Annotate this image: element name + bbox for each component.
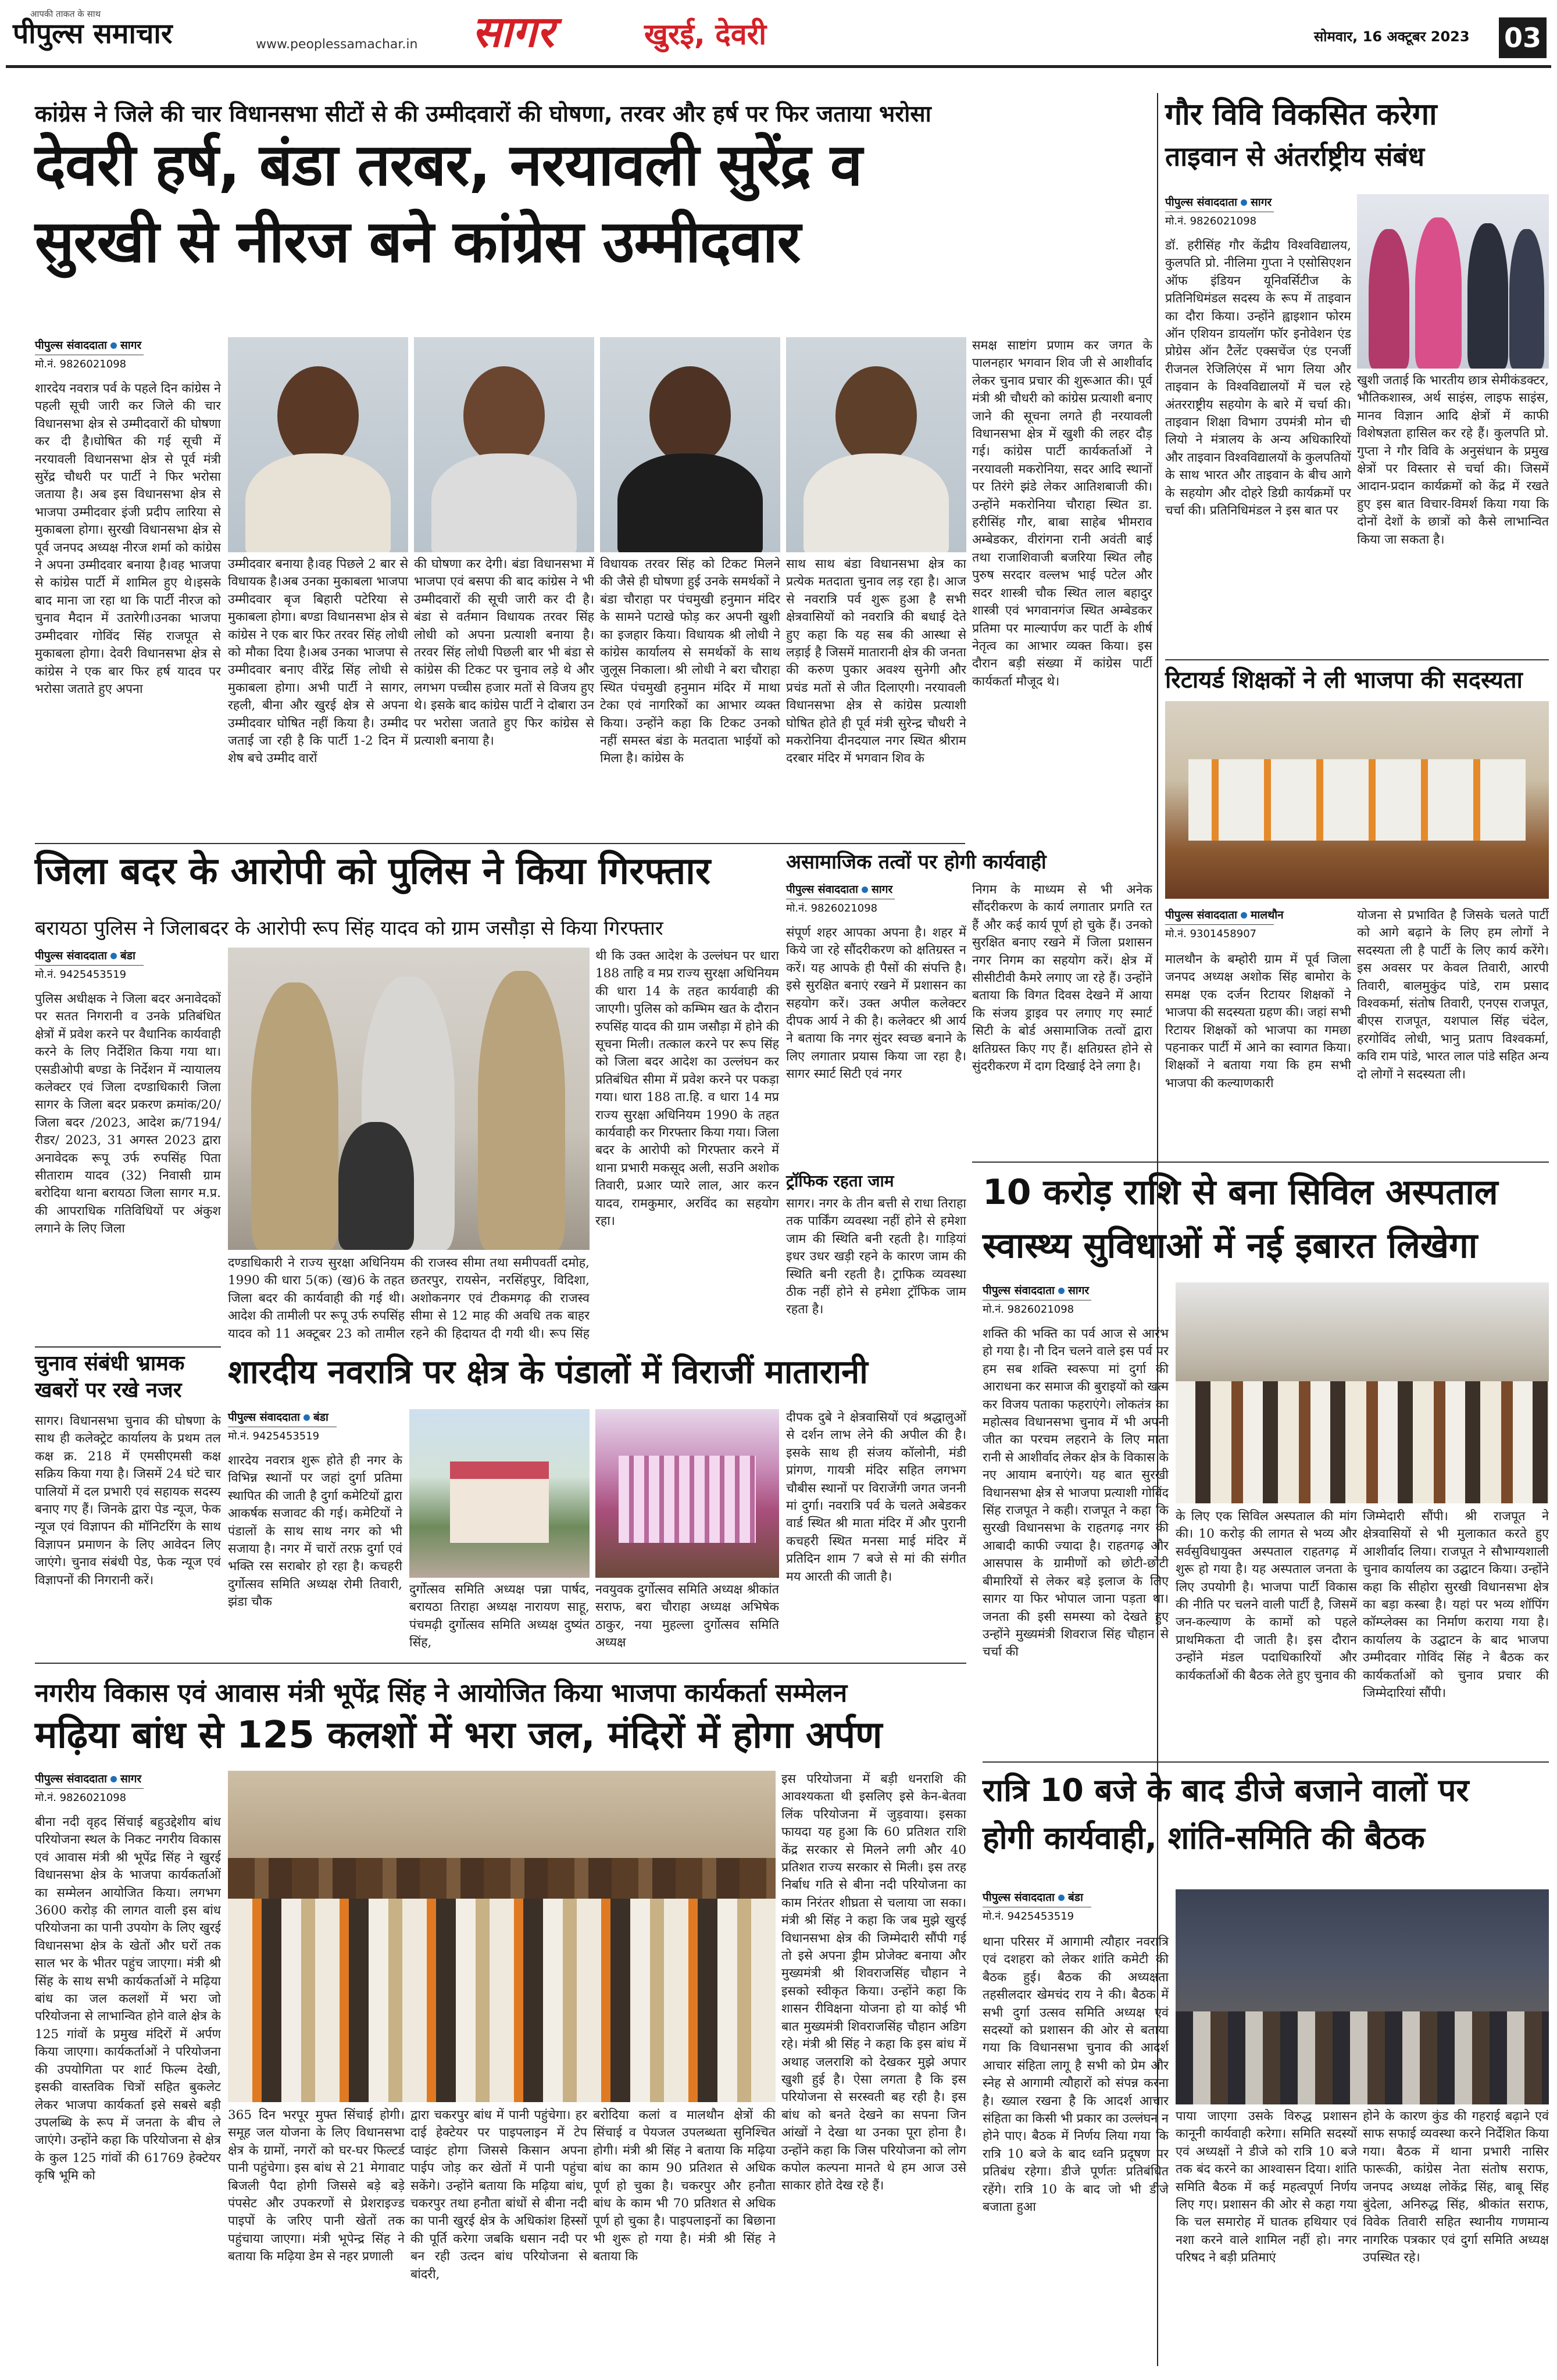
arrest-byline-block [35, 948, 221, 981]
hospital-headline-1: 10 करोड़ राशि से बना सिविल अस्पताल [983, 1172, 1498, 1213]
byline-mobile: मो.नं. 9425453519 [228, 1427, 337, 1443]
dot-icon [303, 1414, 310, 1421]
byline: पीपुल्स संवाददाता [1165, 909, 1237, 921]
gaur-col-2: खुशी जताई कि भारतीय छात्र सेमीकंडक्टर, भौतिकशास्त्र, अर्थ साइंस, लाइफ साइंस, मानव विज्ञान आदि क्षेत्रों में काफी विशेषज्ञता हासिल कर रहे हैं। कुलपति प्रो. गुप्ता ने गौर विवि के अनुसंधान के प्रमुख क्षेत्रों पर विस्तार से चर्चा की। जिसमें आदान-प्रदान कार्यक्रमों को केंद्र में रखते हुए इस बात विचार-विमर्श किया गया कि दोनों देशों के छात्रों को कैसे लाभान्वित किया जा सकता है। [1357, 373, 1549, 547]
hospital-byline-block [983, 1282, 1174, 1316]
traffic-text: सागर। नगर के तीन बत्ती से राधा तिराहा तक पार्किंग व्यवस्था नहीं होने से हमेशा जाम की स्थिति बनी रहती है। गाड़ियां इधर उधर खड़ी रहने के कारण जाम की स्थिति बनी रहती है। ट्राफिक व्यवस्था ठीक नहीं होने से हमेशा ट्रॉफिक जाम रहता है। [786, 1196, 966, 1317]
byline-mobile: मो.नं. 9826021098 [35, 355, 144, 371]
section-rule [1165, 659, 1549, 660]
navratri-photo-1 [409, 1409, 590, 1578]
sub-cities: खुरई, देवरी [644, 17, 767, 51]
navratri-col-1: शारदेय नवरात्र शुरू होते ही नगर के विभिन्न स्थानों पर जहां दुर्गा प्रतिमा स्थापित की जाती है दुर्गा कमेटियों द्वारा आकर्षक सजावट की गई। कमेटियों ने पंडालों के साथ साथ नगर को भी सजाया है। नगर में चारों तरफ़ दुर्गा एवं भक्ति रस सराबोर हो रहा है। कचहरी दुर्गोत्सव समिति अध्यक्ष रोमी तिवारी, झंडा चौक [228, 1453, 402, 1610]
arrest-col-2: दण्डाधिकारी ने राज्य सुरक्षा अधिनियम 1990 की धारा 5(क) (ख)6 के तहत जिला बदर की कार्यवाही की गई थी। आदेश की तामीली पर रूपू उर्फ रुपसिंह यादव को 11 अक्टूबर 23 को तामील [228, 1256, 405, 1341]
antisocial-col-2: निगम के माध्यम से भी अनेक सौंदरीकरण के कार्य लगातार प्रगति रत हैं और कई कार्य पूर्ण हो चुके हैं। उनको सुरक्षित बनाए रखने में जिला प्रशासन नगर निगम का सहयोग करें। क्षेत्र में सीसीटीवी कैमरे लगाए जा रहे हैं। उन्होंने बताया कि विगत दिवस देखने में आया कि संजय ड्राइव पर लगाए गए स्मार्ट सिटी के बोर्ड असामाजिक तत्वों द्वारा क्षतिग्रस्त किए गए हैं। क्षतिग्रस्त होने से सुंदरीकरण में दाग दिखाई देने लगा है। [972, 882, 1152, 1074]
candidate-photo-harsh [228, 337, 408, 552]
byline: पीपुल्स संवाददाता [35, 949, 107, 962]
dam-kicker: नगरीय विकास एवं आवास मंत्री भूपेंद्र सिंह ने आयोजित किया भाजपा कार्यकर्ता सम्मेलन [35, 1678, 848, 1708]
masthead [0, 0, 1557, 69]
dot-icon [1241, 199, 1247, 206]
byline-place: बंडा [1067, 1891, 1083, 1904]
byline-place: बंडा [120, 949, 135, 962]
hospital-col-2: जिम्मेदारी सौंपी। श्री राजपूत ने क्षेत्रवासियों से भी मुलाकात करते हुए आशीर्वाद लिया। राजपूत ने सौभाग्यशाली चुनाव कार्यालय का उद्घाटन किया। उन्होंने कहा कि सीहोरा सुरखी विधानसभा क्षेत्र का बड़ा कस्बा है। यहां पर भव्य शॉपिंग कॉम्प्लेक्स का निर्माण कराया गया है। कार्यालय के उद्घाटन के बाद भाजपा उम्मीदवार गोविंद सिंह ने बैठक कर कार्यकर्ताओं को चुनाव प्रचार की जिम्मेदारियां सौंपी। [1363, 1509, 1549, 1701]
gaur-photo [1357, 194, 1549, 369]
gaur-col-1: डॉ. हरीसिंह गौर केंद्रीय विश्वविद्यालय, कुलपति प्रो. नीलिमा गुप्ता ने एसोसिएशन ऑफ इंडियन यूनिवर्सिटीज के प्रतिनिधिमंडल सदस्य के रूप में ताइवान का दौरा किया। उन्होंने ह्वाइशान फोरम ऑन एशियन डायलॉग फॉर इनोवेशन एंड प्रोग्रेस ऑन टैलेंट एक्सचेंज एंड एनर्जी रीजनल रेजिलिएंस में भाग लिया और ताइवान के विश्वविद्यालयों में चल रहे अंतरराष्ट्रीय सहयोग के बारे में चर्चा की। ताइवान शिक्षा विभाग उपमंत्री मोन ची लियो ने मंत्रालय के अन्य अधिकारियों और ताइवान विश्वविद्यालयों के कुलपतियों के साथ भारत और ताइवान के बीच आगे के सहयोग और दोहरे डिग्री कार्यक्रमों पर चर्चा की। प्रतिनिधिमंडल ने इस बात पर [1165, 238, 1351, 519]
dj-byline-block [983, 1889, 1169, 1923]
arrest-col-3: की राजस्व सीमा तथा समीपवर्ती दमोह, छतरपुर, रायसेन, नरसिंहपुर, विदिशा, अशोकनगर एवं टीकमगढ़ की राजस्व सीमा से 12 माह की अवधि तक बाहर रहने की हिदायत दी गयी थी। रूप सिंह [410, 1256, 590, 1341]
candidate-photo-surendra [600, 337, 780, 552]
gaur-headline-2: ताइवान से अंतर्राष्ट्रीय संबंध [1165, 141, 1425, 172]
dot-icon [1058, 1895, 1065, 1901]
section-rule [35, 1663, 966, 1664]
navratri-col-3: नवयुवक दुर्गोत्सव समिति अध्यक्ष श्रीकांत सराफ, बरा चौराहा अध्यक्ष अभिषेक ठाकुर, नया मुहल्ला दुर्गोत्सव समिति अध्यक्ष [595, 1582, 779, 1650]
page-number: 03 [1499, 17, 1547, 58]
dam-col-1: बीना नदी वृहद सिंचाई बहुउद्देशीय बांध परियोजना स्थल के निकट नगरीय विकास एवं आवास मंत्री श्री भूपेंद्र सिंह ने खुरई विधानसभा क्षेत्र के भाजपा कार्यकर्ताओं का सम्मेलन आयोजित किया। लगभग 3600 करोड़ की लागत वाली इस बांध परियोजना का पानी उपयोग के लिए खुरई विधानसभा क्षेत्र के खेतों और घरों तक साल भर के भीतर पहुंच जाएगा। मंत्री श्री सिंह के साथ सभी कार्यकर्ताओं ने मढ़िया बांध का जल कलशों में भरा जो परियोजना से लाभान्वित होने वाले क्षेत्र के 125 गांवों के प्रमुख मंदिरों में अर्पण किया जाएगा। कार्यकर्ताओं ने परियोजना की उपयोगिता पर शार्ट फिल्म देखी, इसकी वास्तविक चित्रों सहित बुकलेट लेकर भाजपा कार्यकर्ता इसे सबसे बड़ी उपलब्धि के रूप में जनता के बीच ले जाएंगे। उन्होंने कहा कि परियोजना से क्षेत्र के कुल 125 गांवों की 61769 हेक्टेयर कृषि भूमि को [35, 1815, 221, 2184]
site-url[interactable]: www.peoplessamachar.in [256, 37, 418, 52]
antisocial-headline: असामाजिक तत्वों पर होगी कार्यवाही [786, 850, 1047, 874]
byline-mobile: मो.नं. 9826021098 [786, 899, 895, 915]
dot-icon [110, 342, 117, 349]
hospital-col-left-bottom: के लिए एक सिविल अस्पताल की मांग की। 10 करोड़ की लागत से भव्य और सर्वसुविधायुक्त अस्पताल राहतगढ़ में शुरू हो गया है। यह अस्पताल जनता के लिए उपयोगी है। भाजपा पार्टी विकास की नीति पर चलने वाली पार्टी है, जिसमें जन-कल्याण के कामों को पहले प्राथमिकता दी जाती है। इस दौरान उन्होंने मंडल पदाधिकारियों और कार्यकर्ताओं की बैठक लेते हुए चुनाव की [1176, 1509, 1357, 1683]
lead-headline-1: देवरी हर्ष, बंडा तरबर, नरयावली सुरेंद्र व [35, 131, 862, 199]
dot-icon [110, 953, 117, 959]
byline: पीपुल्स संवाददाता [228, 1411, 300, 1424]
byline: पीपुल्स संवाददाता [35, 339, 107, 352]
dot-icon [1241, 912, 1247, 919]
teachers-col-1: मालथौन के बम्होरी ग्राम में पूर्व जिला जनपद अध्यक्ष अशोक सिंह बामोरा के समक्ष एक दर्जन रिटायर शिक्षकों ने भाजपा की सदस्यता ग्रहण की। जहां सभी रिटायर शिक्षकों को भाजपा का गमछा पहनाकर पार्टी में आने का स्वागत किया। शिक्षकों ने बताया गया कि हम सभी भाजपा की कल्याणकारी [1165, 952, 1351, 1091]
lead-col-3: की घोषणा कर देगी। बंडा विधानसभा में भाजपा एवं बसपा की बाद कांग्रेस ने भी उम्मीदवारों की सूची जारी कर दी है। बंडा से वर्तमान विधायक तरवर सिंह लोधी को अपना प्रत्याशी बनाया है। तरवर सिंह लोधी पिछली बार भी बंडा से कांग्रेस की टिकट पर चुनाव लड़े थे और लगभग पच्चीस हजार मतों से विजय हुए थे। इसके बाद कांग्रेस पार्टी ने दोबारा उन पर भरोसा जताते हुए फिर कांग्रेस से प्रत्याशी बनाया है। [414, 557, 594, 749]
byline-mobile: मो.नं. 9826021098 [983, 1300, 1091, 1316]
election-text: सागर। विधानसभा चुनाव की घोषणा के साथ ही कलेक्ट्रेट कार्यालय के प्रथम तल कक्ष क्र. 218 में एमसीएमसी कक्ष सक्रिय किया गया है। जिसमें 24 घंटे चार पालियों में दल प्रभारी एवं सहायक सदस्य बनाए गए हैं। जिनके द्वारा पेड न्यूज, फेक न्यूज एवं विज्ञापन की मॉनिटरिंग के साथ विज्ञापन प्रमाणन के लिए आवेदन लिए जाएंगे। चुनाव संबंधी पेड, फेक न्यूज एवं विज्ञापनों की निगरानी करें। [35, 1414, 221, 1588]
byline-place: बंडा [313, 1411, 328, 1424]
lead-col-4: विधायक तरवर सिंह को टिकट मिलने की जैसे ही घोषणा हुई उनके समर्थकों ने बंडा चौराहा पर पंचमुखी हनुमान मंदिर के सामने पटाखे फोड़ कर अपनी खुशी का इजहार किया। विधायक श्री लोधी ने कांग्रेस कार्यालय से समर्थकों के साथ जुलूस निकाला। श्री लोधी ने बरा चौराहा स्थित पंचमुखी हनुमान मंदिर में माथा टेका एवं नागरिकों का आभार व्यक्त किया। उन्होंने कहा कि टिकट उनको नहीं समस्त बंडा के मतदाता भाईयों को मिला है। कांग्रेस के [600, 557, 780, 766]
byline-place: सागर [871, 883, 893, 896]
byline-place: सागर [120, 339, 142, 352]
city-title: सागर [472, 7, 555, 57]
section-rule [35, 1346, 221, 1348]
byline: पीपुल्स संवाददाता [983, 1891, 1055, 1904]
teachers-photo [1165, 701, 1549, 899]
dj-photo [1176, 1889, 1549, 2104]
navratri-byline-block [228, 1409, 414, 1443]
lead-col-6: समक्ष साष्टांग प्रणाम कर जगत के पालनहार भगवान शिव जी से आशीर्वाद लेकर चुनाव प्रचार की शुरूआत की। पूर्व मंत्री श्री चौधरी को कांग्रेस प्रत्याशी बनाए जाने की सूचना लगते ही नरयावली विधानसभा क्षेत्र में खुशी की लहर दौड़ गई। कांग्रेस पार्टी कार्यकर्ताओं ने नरयावली मकरोनिया, सदर आदि स्थानों पर तिरंगे झंडे लेकर आतिशबाजी की। उन्होंने मकरोनिया चौराहा स्थित डा. हरीसिंह गौर, बाबा साहेब भीमराव अम्बेडकर, वीरांगना रानी अवंती बाई तथा राजाशिवाजी बजरिया स्थित लौह पुरुष सरदार वल्लभ भाई पटेल और सदर शास्त्री चौक स्थित लाल बहादुर शास्त्री एवं भगवानगंज स्थित अम्बेडकर प्रतिमा पर माल्यार्पण कर पार्टी के शीर्ष नेतृत्व का आभार व्यक्त किया। इस दौरान बड़ी संख्या में कांग्रेस पार्टी कार्यकर्ता मौजूद थे। [972, 338, 1152, 689]
byline-place: सागर [1250, 196, 1272, 209]
byline-mobile: मो.नं. 9301458907 [1165, 924, 1274, 941]
byline: पीपुल्स संवाददाता [35, 1773, 107, 1785]
logo-tagline: आपकी ताकत के साथ [30, 9, 101, 19]
section-rule [972, 1162, 1549, 1163]
byline-mobile: मो.नं. 9826021098 [35, 1788, 144, 1804]
byline-place: मालथौन [1250, 909, 1284, 921]
byline: पीपुल्स संवाददाता [1165, 196, 1237, 209]
hospital-col-1: शक्ति की भक्ति का पर्व आज से आरंभ हो गया है। नौ दिन चलने वाले इस पर्व पर हम सब शक्ति स्वरूपा मां दुर्गा की आराधना कर समाज की बुराइयों को खत्म कर विजय पताका फहराएंगे। लोकतंत्र का महोत्सव विधानसभा चुनाव में भी अपनी जीत का परचम लहराने के लिए माता रानी से आशीर्वाद लेकर क्षेत्र के विकास के नए आयाम बनाएंगे। यह बात सुरखी विधानसभा क्षेत्र से भाजपा प्रत्याशी गोविंद सिंह राजपूत ने कही। राजपूत ने कहा कि सुरखी विधानसभा के राहतगढ़ नगर की आबादी काफी ज्यादा है। राहतगढ़ और आसपास के ग्रामीणों को छोटी-छोटी बीमारियों से लेकर बड़े इलाज के लिए सागर या फिर भोपाल जाना पड़ता था। जनता की इसी समस्या को देखते हुए उन्होंने मुख्यमंत्री शिवराज सिंह चौहान से चर्चा की [983, 1327, 1169, 1660]
dj-col-2: पाया जाएगा उसके विरुद्ध प्रशासन कानूनी कार्यवाही करेगा। समिति सदस्यों एवं अध्यक्षों ने डीजे को रात्रि 10 बजे तक बंद करने का आश्वासन दिया। शांति समिति बैठक में कई महत्वपूर्ण निर्णय लिए गए। प्रशासन की ओर से कहा गया कि चल समारोह में घातक हथियार एवं नशा करने वाले शामिल नहीं हो। नगर परिषद ने बड़ी प्रतिमाएं [1176, 2109, 1357, 2265]
arrest-col-4: थी कि उक्त आदेश के उल्लंघन पर धारा 188 ताहि व मप्र राज्य सुरक्षा अधिनियम की धारा 14 के तहत कार्यवाही की जाएगी। पुलिस को कम्भिम खत के दौरान रुपसिंह यादव की ग्राम जसौड़ा में होने की सूचना मिली। तत्काल करने पर रूप सिंह को जिला बदर आदेश का उल्लंघन कर प्रतिबंधित सीमा में प्रवेश करने पर पकड़ा गया। धारा 188 ता.हि. व धारा 14 मप्र राज्य सुरक्षा अधिनियम 1990 के तहत कार्यवाही कर गिरफ्तार किया गया। जिला बदर के आरोपी को गिरफ्तार करने में थाना प्रभारी मकसूद अली, सउनि अशोक तिवारी, प्रआर प्यारे लाल, आर करन यादव, रामकुमार, अरविंद का सहयोग रहा। [595, 949, 779, 1229]
navratri-col-2: दुर्गोत्सव समिति अध्यक्ष पन्ना पार्षद, बरायठा तिराहा अध्यक्ष नारायण साहू, पंचमढ़ी दुर्गोत्सव समिति अध्यक्ष दुष्यंत सिंह, [409, 1582, 590, 1650]
arrest-col-1: पुलिस अधीक्षक ने जिला बदर अनावेदकों पर सतत निगरानी व उनके प्रतिबंधित क्षेत्रों में प्रवेश करने पर वैधानिक कार्यवाही करने के लिए निर्देशित किया गया था। एसडीओपी बण्डा के निर्देशन में न्यायालय कलेक्टर एवं जिला दण्डाधिकारी जिला सागर के जिला बदर प्रकरण क्रमांक/20/जिला बदर /2023, आदेश क्र/7194/रीडर/ 2023, 31 अगस्त 2023 द्वारा अनावेदक रूपू उर्फ रुपसिंह पिता सीताराम यादव (32) निवासी ग्राम बरोदिया थाना बरायठा जिला सागर म.प्र. की आपराधिक गतिविधियों पर अंकुश लगाने के लिए जिला [35, 992, 221, 1237]
byline: पीपुल्स संवाददाता [983, 1284, 1055, 1297]
dam-col-2: 365 दिन भरपूर मुफ्त सिंचाई होगी। समूह जल योजना के लिए विधानसभा क्षेत्र के ग्रामों, नगरों को घर-घर फिल्टर्ड पानी पहुंचेगा। इस बांध से 21 मेगावाट बिजली पैदा होगी जिससे बड़े बड़े पंपसेट और उपकरणों से प्रेशराइज्ड पाइपों के जरिए पानी खेतों तक पहुंचाया जाएगा। मंत्री भूपेन्द्र सिंह ने बताया कि मढ़िया डेम से नहर प्रणाली [228, 2108, 405, 2264]
dot-icon [862, 887, 868, 893]
byline-mobile: मो.नं. 9425453519 [35, 965, 144, 981]
dj-col-1: थाना परिसर में आगामी त्यौहार नवरात्रि एवं दशहरा को लेकर शांति कमेटी की बैठक हुई। बैठक की अध्यक्षता तहसीलदार खेमचंद राय ने की। बैठक में सभी दुर्गा उत्सव समिति अध्यक्ष एवं सदस्यों को प्रशासन की ओर से बताया गया कि विधानसभा चुनाव की आदर्श आचार संहिता लागू है सभी को प्रेम और स्नेह से आगामी त्यौहारों को संपन्न करना है। ख्याल रखना है कि आदर्श आचार संहिता का किसी भी प्रकार का उल्लंघन न होने पाए। बैठक में निर्णय लिया गया कि रात्रि 10 बजे के बाद ध्वनि प्रदूषण पर प्रतिबंध रहेगा। डीजे पूर्णतः प्रतिबंधित रहेंगे। रात्रि 10 के बाद जो भी डीजे बजाता हुआ [983, 1935, 1169, 2215]
arrest-subhead: बरायठा पुलिस ने जिलाबदर के आरोपी रूप सिंह यादव को ग्राम जसौड़ा से किया गिरफ्तार [35, 917, 663, 940]
dam-col-3: द्वारा चकरपुर बांध में पानी पहुंचेगा। हर दाई हेक्टेयर पर पाइपलाइन में टेप प्वाइंट होगा जिससे किसान अपना पाईप जोड़ कर खेतों में पानी पहुंचा सकेंगे। उन्होंने बताया कि मढ़िया बांध, चकरपुर तथा हनौता बांधों से बीना नदी का पानी खुरई क्षेत्र के अधिकांश हिस्सों की पूर्ति करेगा जबकि धसान नदी पर बन रही उत्दन बांध परियोजना से बांदरी, [410, 2108, 587, 2282]
dam-headline: मढ़िया बांध से 125 कलशों में भरा जल, मंदिरों में होगा अर्पण [35, 1714, 883, 1757]
byline-place: सागर [120, 1773, 142, 1785]
dam-byline-block [35, 1771, 221, 1804]
candidate-photo-tarvar [414, 337, 594, 552]
logo-text: पीपुल्स समाचार [13, 17, 173, 50]
byline: पीपुल्स संवाददाता [786, 883, 858, 896]
gaur-byline-block [1165, 194, 1357, 228]
lead-kicker: कांग्रेस ने जिले की चार विधानसभा सीटों से की उम्मीदवारों की घोषणा, तरवर और हर्ष पर फिर जताया भरोसा [35, 101, 931, 127]
issue-date: सोमवार, 16 अक्टूबर 2023 [1314, 28, 1470, 45]
dj-col-3: होने के कारण कुंड की गहराई बढ़ाने एवं साफ सफाई व्यवस्था करने निर्देशित किया गया। बैठक में थाना प्रभारी नासिर फारूकी, कांग्रेस नेता संतोष सराफ, जनपद अध्यक्ष लोकेंद्र सिंह, बाबू सिंह बुंदेला, अनिरुद्ध सिंह, श्रीकांत सराफ, विवेक तिवारी सहित स्थानीय गणमान्य नागरिक पत्रकार एवं दुर्गा समिति अध्यक्ष उपस्थित रहे। [1363, 2109, 1549, 2265]
masthead-rule [6, 65, 1551, 68]
byline-mobile: मो.नं. 9425453519 [983, 1907, 1091, 1923]
dam-photo [228, 1771, 776, 2102]
teachers-headline: रिटायर्ड शिक्षकों ने ली भाजपा की सदस्यता [1165, 667, 1523, 694]
lead-col-1: शारदेय नवरात्र पर्व के पहले दिन कांग्रेस ने पहली सूची जारी कर जिले की चार विधानसभा क्षेत्र से उम्मीदवारों की घोषणा कर दी है।घोषित की गई सूची में नरयावली विधानसभा क्षेत्र से पूर्व मंत्री सुरेंद्र चौधरी पर पार्टी ने फिर भरोसा जताया है। अब इस विधानसभा क्षेत्र से भाजपा उम्मीदवार इंजी प्रदीप लारिया से मुकाबला होगा। सुरखी विधानसभा क्षेत्र से पूर्व जनपद अध्यक्ष नीरज शर्मा को कांग्रेस ने अपना उम्मीदवार बनाया है।वह भाजपा से कांग्रेस पार्टी में शामिल हुए थे।इसके बाद माना जा रहा था कि पार्टी नीरज को चुनाव मैदान में उतारेगी।उनका भाजपा उम्मीदवार गोविंद सिंह राजपूत से मुकाबला होगा। देवरी विधानसभा क्षेत्र से कांग्रेस ने एक बार फिर हर्ष यादव पर भरोसा जताते हुए अपना [35, 381, 221, 696]
arrest-photo [228, 948, 590, 1250]
teachers-col-2: योजना से प्रभावित है जिसके चलते पार्टी को आगे बढ़ाने के लिए हम लोगों ने सदस्यता ली है पार्टी के लिए कार्य करेंगे। इस अवसर पर केवल तिवारी, आरपी तिवारी, बालमुकुंद पांडे, राम प्रसाद विश्वकर्मा, संतोष तिवारी, एनएस राजपूत, बीएस राजपूत, यशपाल सिंह चंदेल, हरगोविंद लोधी, भानु प्रताप विश्वकर्मा, कवि राम पांडे, भारत लाल पांडे सहित अन्य दो लोगों ने सदस्यता ली। [1357, 908, 1549, 1082]
election-headline-2: खबरों पर रखे नजर [35, 1378, 182, 1402]
navratri-headline: शारदीय नवरात्रि पर क्षेत्र के पंडालों में विराजीं मातारानी [228, 1353, 868, 1391]
election-headline-1: चुनाव संबंधी भ्रामक [35, 1352, 185, 1375]
lead-col-5: साथ साथ बंडा विधानसभा क्षेत्र का प्रत्येक मतदाता चुनाव लड़ रहा है। आज से नवरात्रि पर्व शुरू हुआ है सभी क्षेत्रवासियों को नवरात्रि की बधाई देते हुए कहा कि यह सब की आस्था से लड़ाई है जिसमें मातारानी क्षेत्र की जनता की करुण पुकार अवश्य सुनेगी और प्रचंड मतों से जीत दिलाएगी। नरयावली विधानसभा क्षेत्र से कांग्रेस प्रत्याशी घोषित होते ही पूर्व मंत्री सुरेन्द्र चौधरी ने मकरोनिया दीनदयाल नगर स्थित श्रीराम दरबार मंदिर में भगवान शिव के [786, 557, 966, 766]
lead-byline-block [35, 337, 221, 371]
byline-mobile: मो.नं. 9826021098 [1165, 212, 1274, 228]
byline-place: सागर [1067, 1284, 1090, 1297]
hospital-photo [1176, 1282, 1549, 1503]
teachers-byline-block [1165, 907, 1351, 941]
dj-headline-2: होगी कार्यवाही, शांति-समिति की बैठक [983, 1820, 1425, 1856]
dam-col-5: इस परियोजना में बड़ी धनराशि की आवश्यकता थी इसलिए इसे केन-बेतवा लिंक परियोजना में जुड़वाया। इसका फायदा यह हुआ कि 60 प्रतिशत राशि केंद्र सरकार से मिलने लगी और 40 प्रतिशत राज्य सरकार से मिली। इस तरह निर्बाध गति से बीना नदी परियोजना का काम निरंतर शीघ्रता से चलाया जा सका। मंत्री श्री सिंह ने कहा कि जब मुझे खुरई विधानसभा क्षेत्र की जिम्मेदारी सौंपी गई तो इसे अपना ड्रीम प्रोजेक्ट बनाया और मुख्यमंत्री श्री शिवराजसिंह चौहान ने इसको स्वीकृत किया। उन्होंने कहा कि शासन रीविक्षना योजना हो या कोई भी बात मुख्यमंत्री शिवराजसिंह चौहान अडिग रहे। मंत्री श्री सिंह ने कहा कि इस बांध में अथाह जलराशि को देखकर मुझे अपार खुशी हुई है। ऐसा लगता है कि इस परियोजना से सरस्वती बह रही है। इस बांध को बनते देखने का सपना जिन आंखों ने देखा था उनका पूरा होना है। उन्होंने कहा कि जिस परियोजना को लोग कपोल कल्पना मानते थे हम आज उसे साकार होते देख रहे हैं। [781, 1772, 966, 2193]
gaur-headline-1: गौर विवि विकसित करेगा [1165, 97, 1437, 132]
antisocial-col-1: संपूर्ण शहर आपका अपना है। शहर में किये जा रहे सौंदरीकरण को क्षतिग्रस्त न करें। यह आपके ही पैसों की संपत्ति है। इसे सुरक्षित बनाएं रखने में प्रशासन का सहयोग करें। उक्त अपील कलेक्टर दीपक आर्य ने की है। कलेक्टर श्री आर्य ने बताया कि नगर सुंदर स्वच्छ बनाने के लिए लगातार प्रयास किया जा रहा है। सागर स्मार्ट सिटी एवं नगर [786, 925, 966, 1082]
section-rule [983, 1761, 1549, 1763]
navratri-photo-2 [595, 1409, 779, 1578]
dam-col-4: बरोदिया कलां व मालथौन क्षेत्रों की सिंचाई व पेयजल उपलब्धता सुनिश्चित होगी। मंत्री श्री सिंह ने बताया कि मढ़िया बांध का काम 90 प्रतिशत से अधिक पूर्ण हो चुका है। चकरपुर और हनौता बांध के काम भी 70 प्रतिशत से अधिक पूर्ण हो चुका है। पाइपलाइनों का बिछाना भी शुरू हो गया है। मंत्री श्री सिंह ने बताया कि [593, 2108, 776, 2264]
dj-headline-1: रात्रि 10 बजे के बाद डीजे बजाने वालों पर [983, 1772, 1469, 1809]
dot-icon [1058, 1288, 1065, 1294]
logo [13, 8, 245, 60]
dot-icon [110, 1776, 117, 1782]
lead-headline-2: सुरखी से नीरज बने कांग्रेस उम्मीदवार [35, 208, 801, 276]
arrest-headline: जिला बदर के आरोपी को पुलिस ने किया गिरफ्तार [35, 850, 710, 893]
candidate-photo-neeraj [786, 337, 966, 552]
antisocial-byline-block [786, 881, 966, 915]
lead-col-2: उम्मीदवार बनाया है।वह पिछले 2 बार से विधायक है।अब उनका मुकाबला भाजपा उम्मीदवार बृज बिहारी पटेरिया से मुकाबला होगा। बण्डा विधानसभा क्षेत्र से कांग्रेस ने एक बार फिर तरवर सिंह लोधी को मौका दिया है।अब उनका भाजपा से उम्मीदवार बनाए वीरेंद्र सिंह लोधी से मुकाबला होगा। अभी पार्टी ने सागर, रहली, बीना और खुरई क्षेत्र से अपना उम्मीदवार घोषित नहीं किया है। उम्मीद जताई जा रही है कि पार्टी 1-2 दिन में शेष बचे उम्मीद वारों [228, 557, 408, 766]
navratri-col-4: दीपक दुबे ने क्षेत्रवासियों एवं श्रद्धालुओं से दर्शन लाभ लेने की अपील की है। इसके साथ ही संजय कॉलोनी, मंडी प्रांगण, गायत्री मंदिर सहित लगभग चौबीस स्थानों पर विराजेंगी जगत जननी मां दुर्गा। नवरात्रि पर्व के चलते अबेडकर वार्ड स्थित श्री माता मंदिर में और पुरानी कचहरी स्थित मनसा माई मंदिर में प्रतिदिन शाम 7 बजे से मां की संगीत मय आरती की जाती है। [786, 1410, 966, 1584]
traffic-headline: ट्रॉफिक रहता जाम [786, 1171, 894, 1191]
hospital-headline-2: स्वास्थ्य सुविधाओं में नई इबारत लिखेगा [983, 1225, 1478, 1266]
section-rule [35, 843, 965, 844]
